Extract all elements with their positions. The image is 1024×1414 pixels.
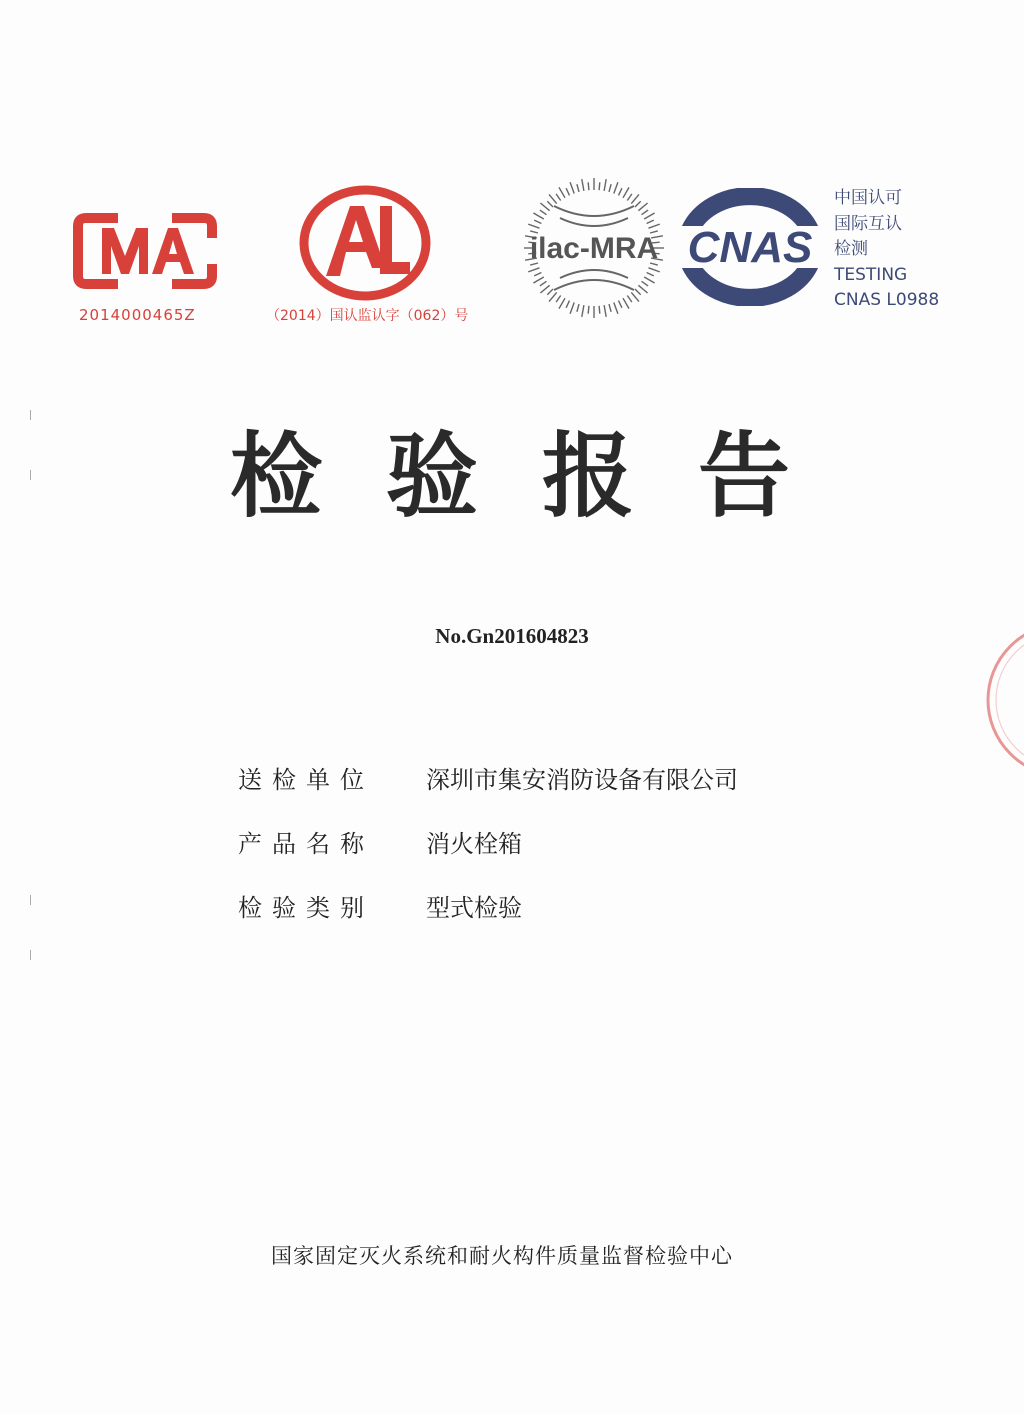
ilac-ray: [570, 182, 574, 193]
info-label: 检验类别: [238, 893, 374, 922]
ilac-ray: [631, 292, 639, 301]
ilac-ray: [627, 296, 632, 303]
ilac-ray: [556, 296, 561, 303]
ilac-ray: [631, 194, 639, 203]
ilac-ray: [588, 182, 589, 190]
ilac-ray: [604, 305, 606, 317]
title-char: 检: [230, 423, 323, 530]
ilac-ray: [627, 194, 632, 201]
title-char: 验: [385, 423, 478, 530]
info-row-submitter: [238, 760, 738, 794]
ilac-ray: [577, 184, 579, 192]
cma-logo: [72, 212, 218, 290]
cal-number: （2014）国认监认字（062）号: [266, 308, 469, 324]
binding-mark: [30, 895, 35, 905]
cnas-logo: [672, 188, 828, 306]
ilac-mra-logo: [520, 176, 668, 320]
ilac-ray: [635, 201, 641, 207]
title-char: 告: [697, 423, 790, 530]
ilac-ray: [566, 188, 569, 195]
ilac-ray: [642, 210, 649, 215]
ilac-ray: [619, 301, 622, 308]
ilac-ray: [599, 182, 600, 190]
info-label: 产品名称: [238, 829, 374, 858]
binding-mark: [30, 470, 35, 480]
seal-stamp: [964, 630, 1024, 770]
cnas-side-text: [834, 186, 939, 314]
ilac-ray: [638, 203, 647, 211]
cnas-line: 中国认可: [834, 188, 902, 208]
ilac-ray: [556, 194, 561, 201]
cal-logo: [298, 184, 432, 302]
ilac-ray: [614, 303, 618, 314]
ilac-ray: [547, 289, 553, 295]
ilac-ray: [540, 281, 547, 286]
info-value: 深圳市集安消防设备有限公司: [426, 765, 738, 794]
ilac-ray: [570, 303, 574, 314]
ilac-ray: [559, 187, 565, 197]
ilac-ray: [619, 188, 622, 195]
binding-mark: [30, 410, 35, 420]
cnas-line: TESTING: [834, 264, 908, 285]
ilac-ray: [644, 213, 654, 219]
cnas-line: CNAS L0988: [834, 290, 940, 310]
ilac-ray: [540, 203, 549, 211]
ilac-ray: [566, 301, 569, 308]
ilac-ray: [599, 306, 600, 314]
ilac-ray: [540, 285, 549, 293]
ilac-ray: [635, 289, 641, 295]
ilac-mra-text: ilac-MRA: [529, 232, 659, 265]
cnas-line: 国际互认: [834, 213, 902, 234]
cnas-text: CNAS: [687, 223, 813, 272]
ilac-ray: [623, 187, 629, 197]
ilac-ray: [540, 210, 547, 215]
report-title: [230, 422, 790, 532]
ilac-ray: [582, 305, 584, 317]
ilac-ray: [647, 273, 654, 276]
info-label: 送检单位: [238, 765, 374, 794]
ilac-ray: [528, 268, 539, 272]
ilac-ray: [623, 298, 629, 308]
ilac-ray: [549, 292, 557, 301]
cnas-line: 检测: [834, 239, 868, 259]
ilac-ray: [588, 306, 589, 314]
ilac-ray: [609, 184, 611, 192]
ilac-ray: [614, 182, 618, 193]
title-char: 报: [541, 423, 634, 530]
ilac-ray: [534, 220, 541, 223]
ilac-ray: [549, 194, 557, 203]
ilac-ray: [534, 273, 541, 276]
ilac-ray: [609, 304, 611, 312]
ilac-ray: [582, 179, 584, 191]
ilac-ray: [642, 281, 649, 286]
ilac-ray: [638, 285, 647, 293]
info-row-product: [238, 824, 522, 858]
ilac-ray: [577, 304, 579, 312]
binding-mark: [30, 950, 35, 960]
ilac-ray: [604, 179, 606, 191]
issuing-organization: 国家固定灭火系统和耐火构件质量监督检验中心: [271, 1244, 733, 1268]
cma-number: 2014000465Z: [79, 306, 196, 324]
info-row-category: [238, 888, 522, 922]
info-value: 消火栓箱: [426, 829, 522, 858]
ilac-ray: [533, 213, 543, 219]
info-value: 型式检验: [426, 893, 522, 922]
report-number: No.Gn201604823: [435, 624, 589, 648]
ilac-ray: [644, 277, 654, 283]
ilac-ray: [533, 277, 543, 283]
ilac-ray: [649, 268, 660, 272]
ilac-ray: [649, 224, 660, 228]
ilac-ray: [547, 201, 553, 207]
ilac-ray: [559, 298, 565, 308]
ilac-ray: [647, 220, 654, 223]
ilac-ray: [528, 224, 539, 228]
